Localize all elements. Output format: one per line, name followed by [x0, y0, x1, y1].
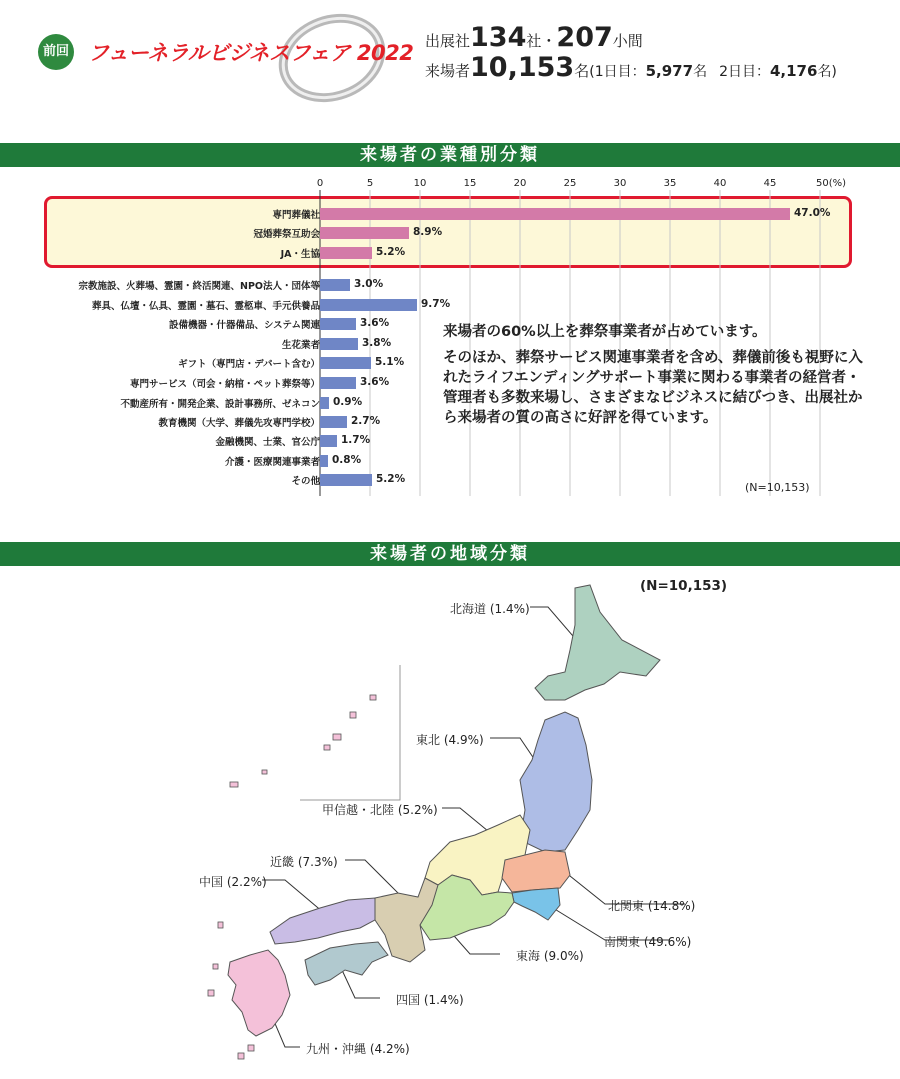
bar: [320, 318, 356, 330]
industry-chart: [0, 0, 900, 520]
region-tohoku: [520, 712, 592, 852]
label-minami-kanto: 南関東 (49.6%): [604, 935, 692, 949]
x-tick-label: 35: [663, 178, 677, 189]
value-label: 2.7%: [351, 415, 381, 427]
bar: [320, 397, 329, 409]
x-tick-label: 45: [763, 178, 777, 189]
region-hokkaido: [535, 585, 660, 700]
value-label: 3.0%: [354, 278, 384, 290]
region-minami-kanto: [512, 888, 560, 920]
value-label: 3.8%: [362, 337, 392, 349]
booths-count: 207: [556, 22, 613, 53]
x-tick-label: 0: [316, 178, 324, 189]
exhibitors-count: 134: [470, 22, 527, 53]
category-label: 宗教施設、火葬場、霊園・終活関連、NPO法人・団体等: [78, 281, 320, 292]
x-tick-label: 15: [463, 178, 477, 189]
category-label: 不動産所有・開発企業、設計事務所、ゼネコン: [120, 399, 320, 410]
category-label: 介護・医療関連事業者: [224, 457, 320, 468]
industry-section-title: 来場者の業種別分類: [0, 143, 900, 167]
x-tick-label: 10: [413, 178, 427, 189]
bar: [320, 338, 358, 350]
label-kita-kanto: 北関東 (14.8%): [608, 899, 696, 913]
category-label: 金融機関、士業、官公庁: [215, 437, 320, 448]
value-label: 1.7%: [341, 434, 371, 446]
bar: [320, 279, 350, 291]
value-label: 3.6%: [360, 376, 390, 388]
x-tick-label: 5: [366, 178, 374, 189]
category-label: 設備機器・什器備品、システム関連: [168, 320, 320, 331]
value-label: 0.8%: [332, 454, 362, 466]
bar: [320, 474, 372, 486]
region-kyushu: [228, 950, 290, 1036]
label-hokkaido: 北海道 (1.4%): [450, 602, 530, 616]
x-tick-label: 40: [713, 178, 727, 189]
category-label: ギフト（専門店・デパート含む）: [178, 359, 320, 370]
region-n-label: (N=10,153): [640, 578, 728, 594]
category-label: 専門サービス（司会・納棺・ペット葬祭等）: [129, 379, 320, 390]
category-label: 生花業者: [281, 340, 320, 351]
label-tohoku: 東北 (4.9%): [416, 733, 484, 747]
visitors-unit: 名: [574, 62, 590, 80]
day2-text: 2日目：: [719, 64, 770, 80]
value-label: 3.6%: [360, 317, 390, 329]
x-tick-label: 30: [613, 178, 627, 189]
label-koshinetsu: 甲信越・北陸 (5.2%): [322, 803, 438, 817]
bar: [320, 208, 790, 220]
okinawa-inset-frame: [300, 665, 400, 800]
day1-unit: 名: [693, 64, 708, 80]
exhibitors-unit: 社・: [526, 32, 557, 50]
bar: [320, 435, 337, 447]
x-tick-label: 20: [513, 178, 527, 189]
value-label: 9.7%: [421, 298, 451, 310]
region-chugoku: [270, 898, 375, 944]
x-tick-label: 50(%): [816, 178, 847, 189]
value-label: 5.1%: [375, 356, 405, 368]
booths-unit: 小間: [612, 32, 643, 50]
value-label: 8.9%: [413, 226, 443, 238]
value-label: 5.2%: [376, 246, 406, 258]
industry-bar-chart: [0, 0, 900, 520]
label-kyushu: 九州・沖縄 (4.2%): [306, 1042, 410, 1056]
day1-text: (1日目：: [589, 64, 646, 80]
badge-text: 前回: [42, 44, 69, 59]
day1-count: 5,977: [645, 62, 694, 80]
value-label: 5.2%: [376, 473, 406, 485]
value-label: 0.9%: [333, 396, 363, 408]
label-chugoku: 中国 (2.2%): [199, 875, 267, 889]
label-tokai: 東海 (9.0%): [516, 949, 584, 963]
industry-note: [443, 322, 863, 434]
note-line-1: 来場者の60%以上を葬祭事業者が占めています。: [443, 324, 767, 340]
category-label: 葬具、仏壇・仏具、霊園・墓石、霊柩車、手元供養品: [91, 301, 320, 312]
bar: [320, 377, 356, 389]
exhibitors-label: 出展社: [425, 32, 471, 50]
label-shikoku: 四国 (1.4%): [396, 993, 464, 1007]
category-label: JA・生協: [280, 249, 320, 260]
visitors-count: 10,153: [470, 52, 575, 83]
bar: [320, 247, 372, 259]
day2-unit: 名): [817, 64, 837, 80]
bar: [320, 357, 371, 369]
bar: [320, 416, 347, 428]
category-label: その他: [291, 476, 320, 487]
bar: [320, 227, 409, 239]
industry-n-label: (N=10,153): [745, 481, 810, 494]
event-name: フューネラルビジネスフェア 2022: [88, 41, 414, 65]
x-tick-label: 25: [563, 178, 577, 189]
value-label: 47.0%: [794, 207, 831, 219]
bar: [320, 455, 328, 467]
visitors-label: 来場者: [425, 62, 471, 80]
note-line-2: そのほか、葬祭サービス関連事業者を含め、葬儀前後も視野に入れたライフエンディングサポート事業に関わる事業者の経営者・管理者も多数来場し、さまざまなビジネスに結びつき、出展社から来場者の質の高さに好評を得ています。: [443, 350, 863, 426]
bar: [320, 299, 417, 311]
region-section-title: 来場者の地域分類: [0, 542, 900, 566]
day2-count: 4,176: [769, 62, 818, 80]
category-label: 教育機関（大学、葬儀先攻専門学校）: [158, 418, 320, 429]
category-label: 専門葬儀社: [272, 210, 320, 221]
label-kinki: 近畿 (7.3%): [270, 855, 338, 869]
category-label: 冠婚葬祭互助会: [253, 229, 320, 240]
